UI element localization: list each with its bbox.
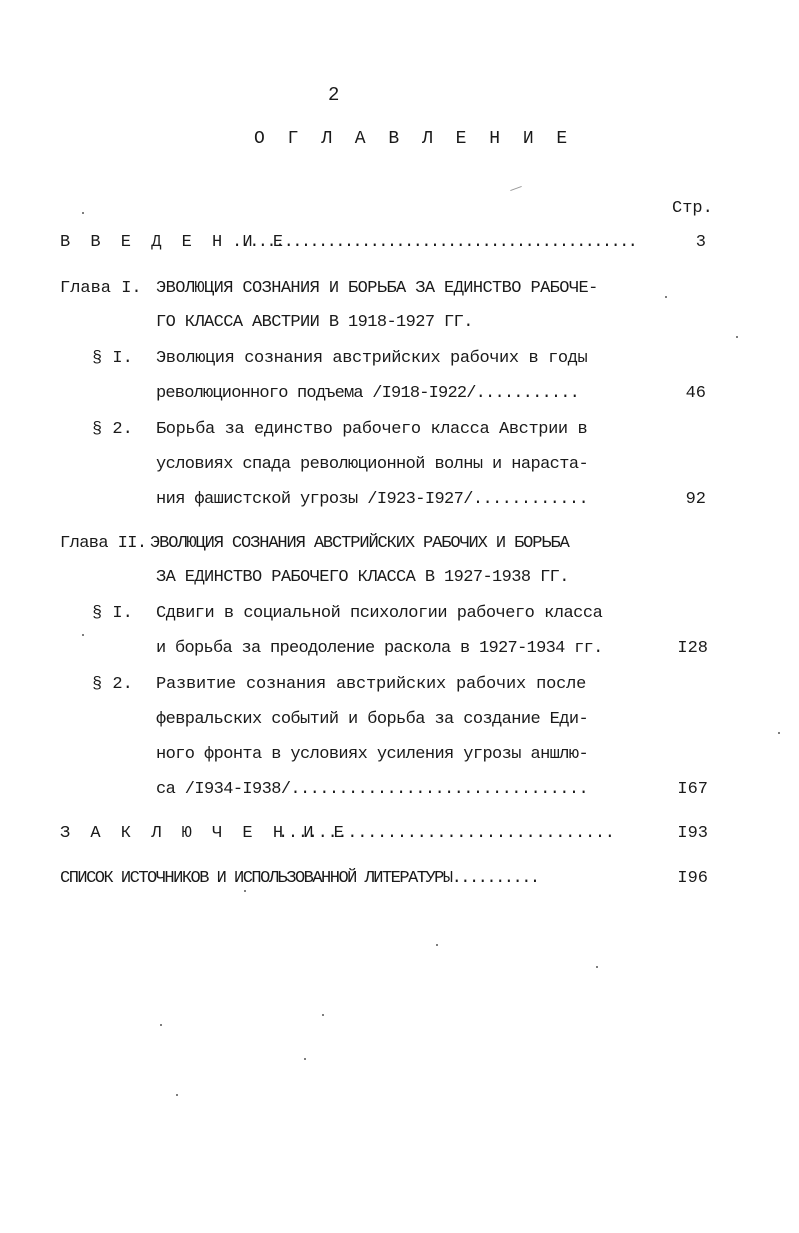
chapter-1-title-line1: ЭВОЛЮЦИЯ СОЗНАНИЯ И БОРЬБА ЗА ЕДИНСТВО РАБОЧЕ- bbox=[156, 279, 598, 298]
section-2-1-page: I28 bbox=[677, 639, 708, 658]
conclusion-dots: .................................. bbox=[278, 824, 615, 843]
section-1-1-prefix: § I. bbox=[92, 349, 133, 368]
section-1-2-prefix: § 2. bbox=[92, 420, 133, 439]
scan-speck bbox=[82, 634, 84, 636]
chapter-1-title-line2: ГО КЛАССА АВСТРИИ В 1918-1927 ГГ. bbox=[156, 313, 473, 332]
toc-title: О Г Л А В Л Е Н И Е bbox=[254, 129, 574, 149]
scan-speck bbox=[244, 890, 246, 892]
scan-speck bbox=[436, 944, 438, 946]
section-1-2-page: 92 bbox=[685, 490, 706, 509]
section-2-1-prefix: § I. bbox=[92, 604, 133, 623]
scan-speck bbox=[596, 966, 598, 968]
conclusion-page: I93 bbox=[677, 824, 708, 843]
section-1-1-line2: революционного подъема /I918-I922/........... bbox=[156, 384, 580, 403]
section-1-1-line1: Эволюция сознания австрийских рабочих в годы bbox=[156, 349, 588, 368]
scan-speck bbox=[778, 732, 780, 734]
chapter-2-title-line2: ЗА ЕДИНСТВО РАБОЧЕГО КЛАССА В 1927-1938 ГГ. bbox=[156, 568, 569, 587]
scan-speck bbox=[665, 296, 667, 298]
intro-dots: ............................................... bbox=[232, 233, 637, 252]
section-2-2-prefix: § 2. bbox=[92, 675, 133, 694]
section-2-2-page: I67 bbox=[677, 780, 708, 799]
page-number: 2 bbox=[328, 84, 340, 106]
scan-speck bbox=[322, 1014, 324, 1016]
intro-page: 3 bbox=[695, 233, 706, 252]
conclusion-label: З А К Л Ю Ч Е Н И Е bbox=[60, 824, 349, 843]
section-1-2-line1: Борьба за единство рабочего класса Австрии в bbox=[156, 420, 588, 439]
section-1-1-page: 46 bbox=[685, 384, 706, 403]
bibliography-label: СПИСОК ИСТОЧНИКОВ И ИСПОЛЬЗОВАННОЙ ЛИТЕРАТУРЫ.......... bbox=[60, 869, 539, 888]
section-2-2-line2: февральских событий и борьба за создание Еди- bbox=[156, 710, 589, 729]
section-2-1-line1: Сдвиги в социальной психологии рабочего класса bbox=[156, 604, 603, 623]
section-2-2-line4: са /I934-I938/............................... bbox=[156, 780, 589, 799]
scan-speck bbox=[160, 1024, 162, 1026]
bibliography-page: I96 bbox=[677, 869, 708, 888]
chapter-2-title-line1: ЭВОЛЮЦИЯ СОЗНАНИЯ АВСТРИЙСКИХ РАБОЧИХ И БОРЬБА bbox=[150, 534, 569, 553]
section-2-2-line3: ного фронта в условиях усиления угрозы аншлю- bbox=[156, 745, 589, 764]
chapter-2-prefix: Глава II. bbox=[60, 534, 147, 553]
section-1-2-line3: ния фашистской угрозы /I923-I927/............ bbox=[156, 490, 589, 509]
scan-speck bbox=[176, 1094, 178, 1096]
intro-label: В В Е Д Е Н И Е bbox=[60, 233, 289, 252]
section-2-1-line2: и борьба за преодоление раскола в 1927-1934 гг. bbox=[156, 639, 603, 658]
scan-speck bbox=[736, 336, 738, 338]
scan-speck bbox=[82, 212, 84, 214]
scan-speck bbox=[510, 186, 522, 191]
section-1-2-line2: условиях спада революционной волны и нараста- bbox=[156, 455, 589, 474]
scan-speck bbox=[304, 1058, 306, 1060]
section-2-2-line1: Развитие сознания австрийских рабочих после bbox=[156, 675, 587, 694]
chapter-1-prefix: Глава I. bbox=[60, 279, 142, 298]
page-column-header: Стр. bbox=[672, 199, 713, 218]
